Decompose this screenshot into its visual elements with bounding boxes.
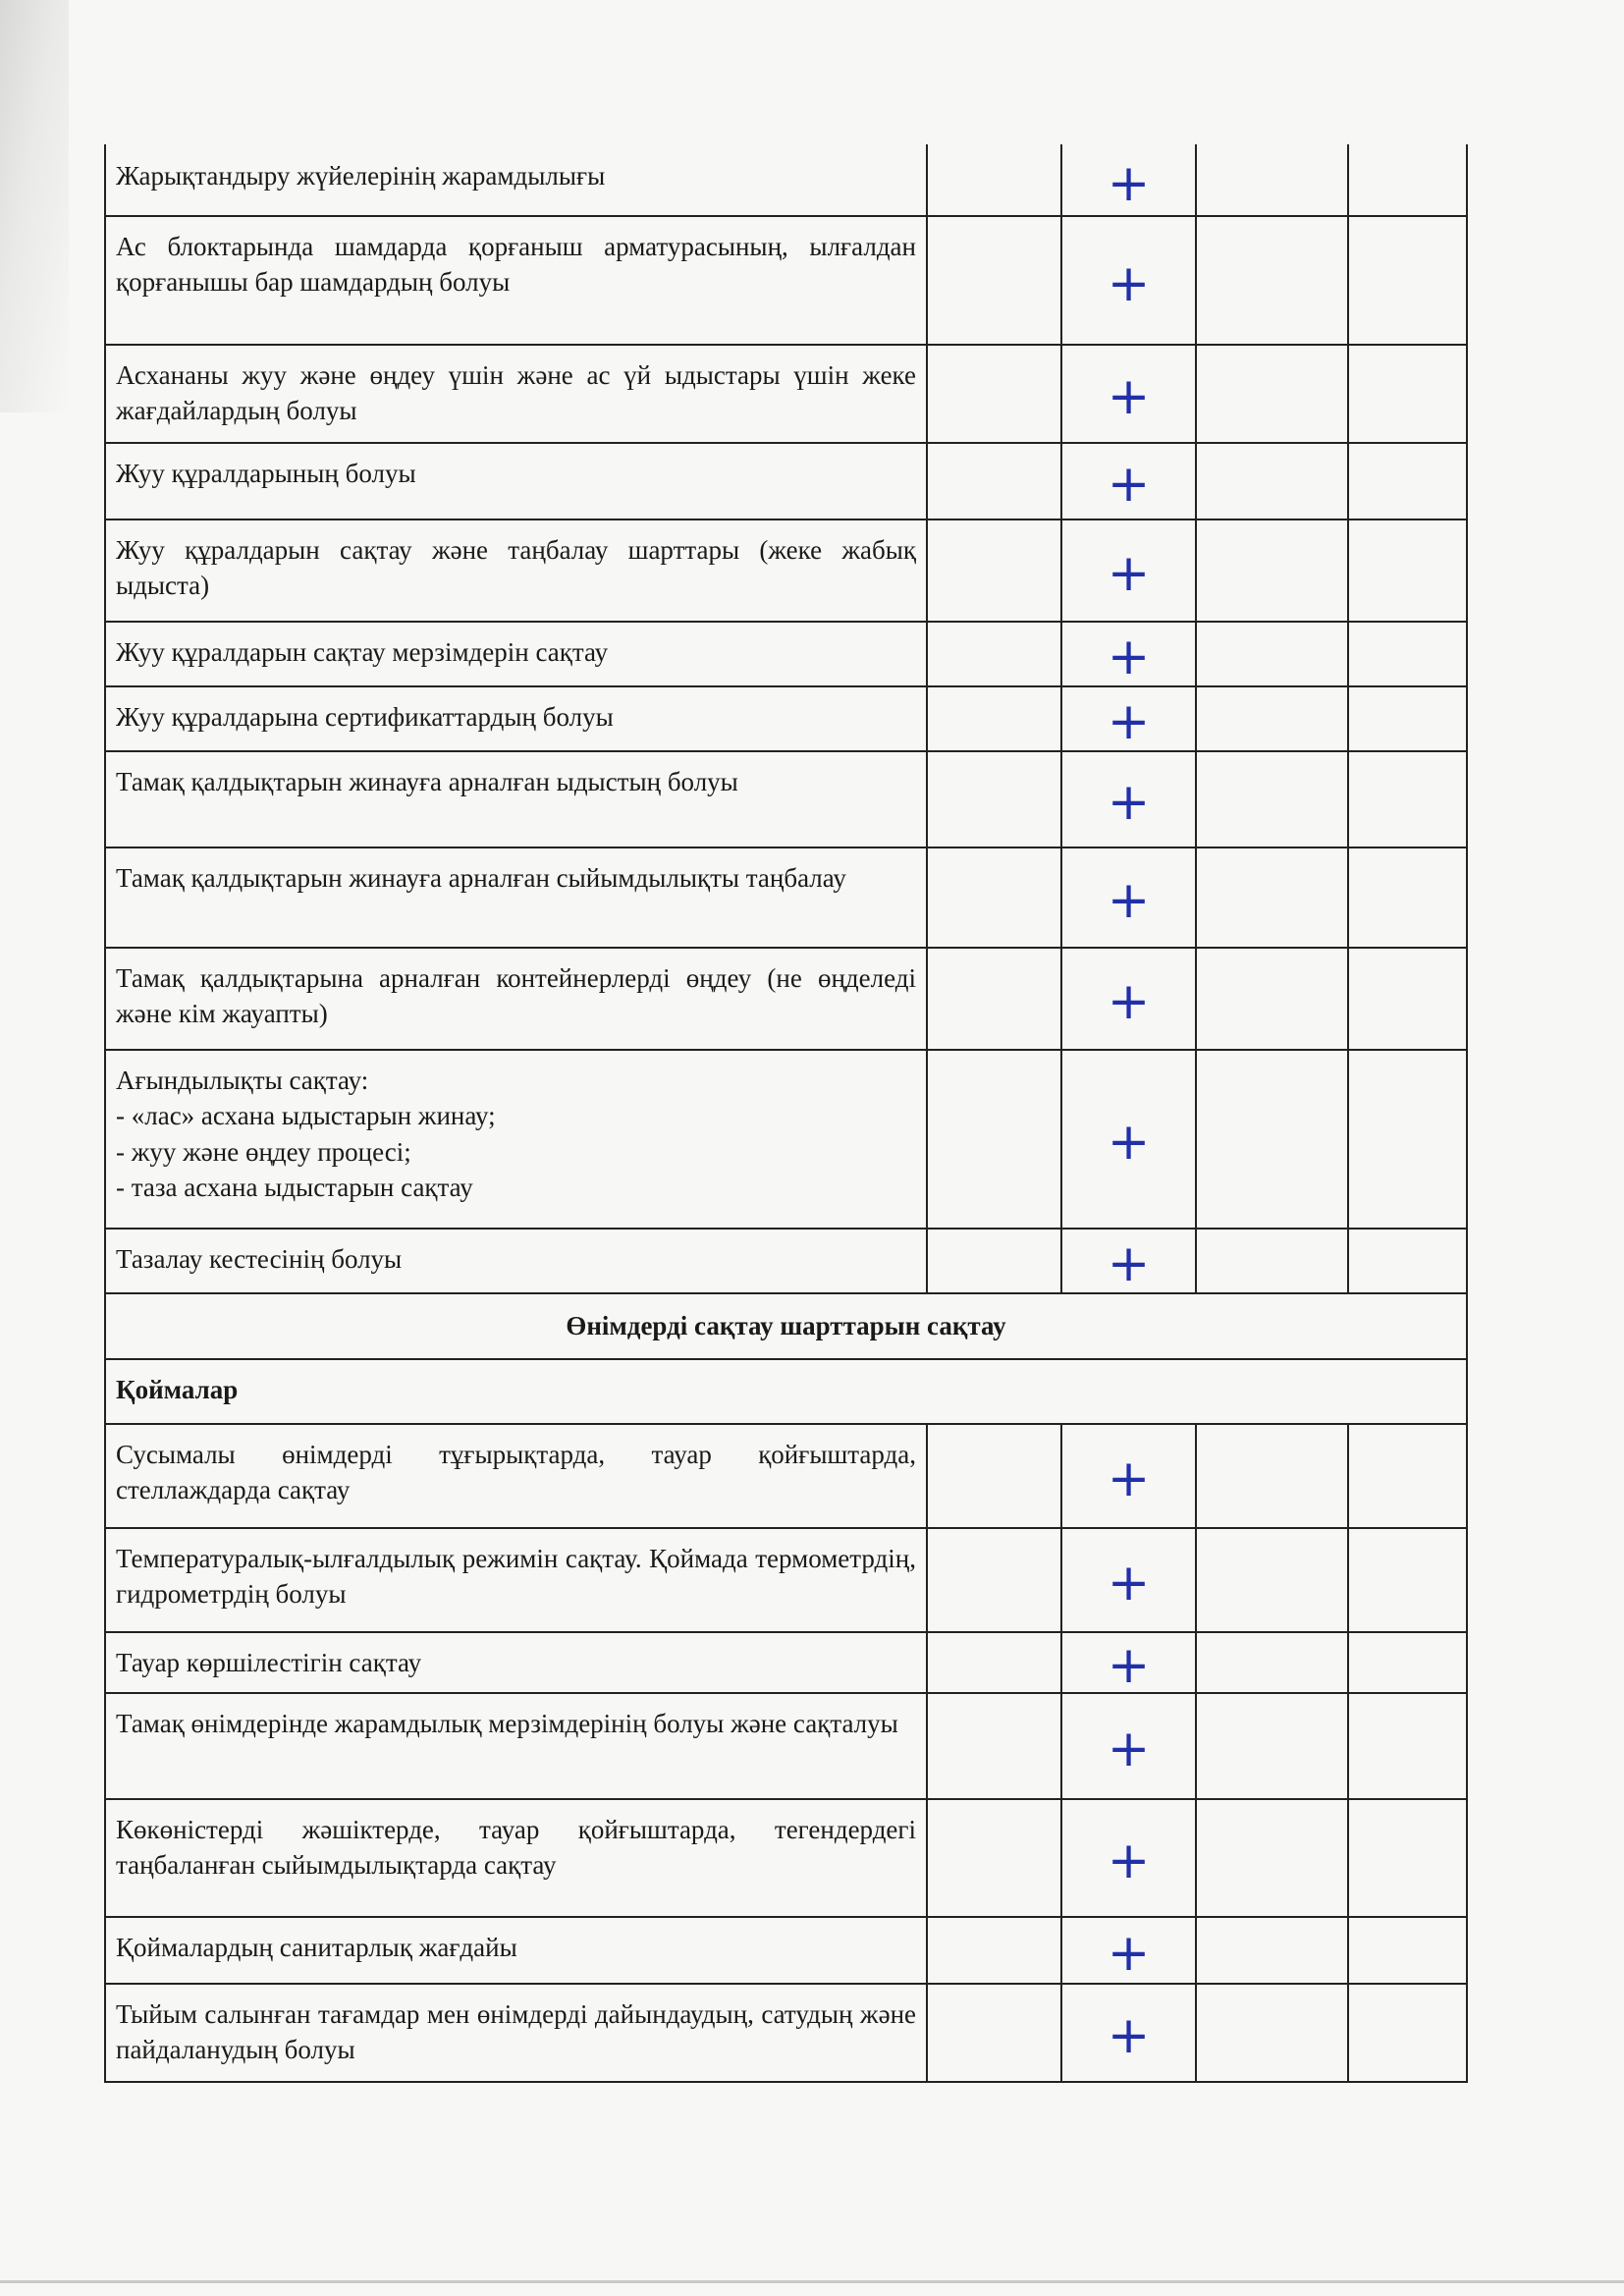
table-row bbox=[105, 216, 1467, 345]
criterion-text: Тамақ қалдықтарын жинауға арналған ыдыстың болуы bbox=[105, 751, 927, 847]
empty-cell bbox=[927, 1528, 1061, 1632]
criterion-text: Жарықтандыру жүйелерінің жарамдылығы bbox=[105, 145, 927, 216]
empty-cell[interactable] bbox=[1196, 751, 1348, 847]
empty-cell[interactable] bbox=[1348, 622, 1467, 686]
check-cell[interactable] bbox=[1061, 622, 1196, 686]
empty-cell[interactable] bbox=[1196, 948, 1348, 1050]
criterion-text: Қоймалардың санитарлық жағдайы bbox=[105, 1917, 927, 1984]
empty-cell[interactable] bbox=[1348, 519, 1467, 622]
check-cell[interactable] bbox=[1061, 1984, 1196, 2082]
table-row bbox=[105, 1528, 1467, 1632]
inspection-checklist-table bbox=[104, 144, 1468, 2083]
table-row bbox=[105, 1799, 1467, 1917]
handwritten-plus-mark: + bbox=[1107, 1554, 1151, 1613]
empty-cell[interactable] bbox=[1196, 1424, 1348, 1528]
empty-cell[interactable] bbox=[1196, 145, 1348, 216]
empty-cell bbox=[927, 1632, 1061, 1693]
handwritten-plus-mark: + bbox=[1107, 1234, 1151, 1294]
empty-cell[interactable] bbox=[1348, 1528, 1467, 1632]
empty-cell[interactable] bbox=[1196, 1984, 1348, 2082]
criterion-text: Тамақ қалдықтарына арналған контейнерлерді өңдеу (не өңделеді және кім жауапты) bbox=[105, 948, 927, 1050]
table-row bbox=[105, 622, 1467, 686]
empty-cell[interactable] bbox=[1348, 345, 1467, 443]
criterion-text: Тамақ өнімдерінде жарамдылық мерзімдерінің болуы және сақталуы bbox=[105, 1693, 927, 1799]
empty-cell[interactable] bbox=[1196, 443, 1348, 519]
table-row bbox=[105, 1984, 1467, 2082]
empty-cell bbox=[927, 1229, 1061, 1293]
check-cell[interactable] bbox=[1061, 519, 1196, 622]
criterion-text: Жуу құралдарын сақтау және таңбалау шарттары (жеке жабық ыдыста) bbox=[105, 519, 927, 622]
subsection-title: Қоймалар bbox=[105, 1359, 1467, 1424]
empty-cell bbox=[927, 1917, 1061, 1984]
check-cell[interactable] bbox=[1061, 1229, 1196, 1293]
handwritten-plus-mark: + bbox=[1107, 773, 1151, 833]
check-cell[interactable] bbox=[1061, 145, 1196, 216]
empty-cell bbox=[927, 519, 1061, 622]
check-cell[interactable] bbox=[1061, 1632, 1196, 1696]
handwritten-plus-mark: + bbox=[1107, 1831, 1151, 1891]
empty-cell[interactable] bbox=[1348, 1693, 1467, 1799]
criterion-text: Жуу құралдарының болуы bbox=[105, 443, 927, 519]
handwritten-plus-mark: + bbox=[1107, 628, 1151, 687]
handwritten-plus-mark: + bbox=[1107, 1449, 1151, 1509]
empty-cell[interactable] bbox=[1196, 1693, 1348, 1799]
handwritten-plus-mark: + bbox=[1107, 367, 1151, 427]
handwritten-plus-mark: + bbox=[1107, 972, 1151, 1032]
empty-cell[interactable] bbox=[1196, 345, 1348, 443]
check-cell[interactable] bbox=[1061, 847, 1196, 948]
empty-cell bbox=[927, 1050, 1061, 1229]
criterion-text: Температуралық-ылғалдылық режимін сақтау. Қоймада термометрдің, гидрометрдің болуы bbox=[105, 1528, 927, 1632]
table-row bbox=[105, 1917, 1467, 1984]
check-cell[interactable] bbox=[1061, 345, 1196, 443]
empty-cell[interactable] bbox=[1196, 686, 1348, 751]
empty-cell[interactable] bbox=[1348, 1229, 1467, 1293]
subsection-row bbox=[105, 1359, 1467, 1424]
criterion-text: Асхананы жуу және өңдеу үшін және ас үй ыдыстары үшін жеке жағдайлардың болуы bbox=[105, 345, 927, 443]
handwritten-plus-mark: + bbox=[1107, 1924, 1151, 1984]
empty-cell[interactable] bbox=[1348, 145, 1467, 216]
empty-cell[interactable] bbox=[1348, 1799, 1467, 1917]
empty-cell[interactable] bbox=[1348, 443, 1467, 519]
empty-cell[interactable] bbox=[1348, 1424, 1467, 1528]
section-row bbox=[105, 1293, 1467, 1359]
check-cell[interactable] bbox=[1061, 1424, 1196, 1528]
empty-cell[interactable] bbox=[1348, 1050, 1467, 1229]
empty-cell bbox=[927, 948, 1061, 1050]
handwritten-plus-mark: + bbox=[1107, 455, 1151, 515]
handwritten-plus-mark: + bbox=[1107, 871, 1151, 931]
table-row bbox=[105, 1693, 1467, 1799]
table-row bbox=[105, 145, 1467, 216]
check-cell[interactable] bbox=[1061, 948, 1196, 1050]
handwritten-plus-mark: + bbox=[1107, 544, 1151, 604]
empty-cell[interactable] bbox=[1348, 1984, 1467, 2082]
empty-cell[interactable] bbox=[1196, 622, 1348, 686]
empty-cell bbox=[927, 622, 1061, 686]
empty-cell[interactable] bbox=[1348, 686, 1467, 751]
empty-cell[interactable] bbox=[1348, 751, 1467, 847]
criterion-text: Сусымалы өнімдерді тұғырықтарда, тауар қойғыштарда, стеллаждарда сақтау bbox=[105, 1424, 927, 1528]
empty-cell[interactable] bbox=[1348, 948, 1467, 1050]
empty-cell[interactable] bbox=[1196, 1050, 1348, 1229]
check-cell[interactable] bbox=[1061, 1693, 1196, 1799]
empty-cell[interactable] bbox=[1196, 1799, 1348, 1917]
handwritten-plus-mark: + bbox=[1107, 1636, 1151, 1696]
empty-cell[interactable] bbox=[1196, 216, 1348, 345]
empty-cell[interactable] bbox=[1348, 1917, 1467, 1984]
criterion-text: Ағындылықты сақтау: - «лас» асхана ыдыстарын жинау; - жуу және өңдеу процесі; - таза асхана ыдыстарын сақтау bbox=[105, 1050, 927, 1229]
scan-bottom-edge bbox=[0, 2280, 1624, 2283]
empty-cell bbox=[927, 1693, 1061, 1799]
check-cell[interactable] bbox=[1061, 1050, 1196, 1229]
table-row bbox=[105, 1050, 1467, 1229]
handwritten-plus-mark: + bbox=[1107, 2006, 1151, 2066]
scan-edge-shadow bbox=[0, 0, 69, 412]
empty-cell[interactable] bbox=[1348, 847, 1467, 948]
table-row bbox=[105, 948, 1467, 1050]
check-cell[interactable] bbox=[1061, 686, 1196, 751]
empty-cell bbox=[927, 751, 1061, 847]
handwritten-plus-mark: + bbox=[1107, 1113, 1151, 1173]
empty-cell[interactable] bbox=[1196, 519, 1348, 622]
empty-cell bbox=[927, 847, 1061, 948]
empty-cell bbox=[927, 443, 1061, 519]
handwritten-plus-mark: + bbox=[1107, 253, 1151, 313]
section-title: Өнімдерді сақтау шарттарын сақтау bbox=[105, 1293, 1467, 1359]
empty-cell[interactable] bbox=[1196, 1229, 1348, 1293]
empty-cell[interactable] bbox=[1196, 1632, 1348, 1693]
empty-cell bbox=[927, 145, 1061, 216]
empty-cell bbox=[927, 1984, 1061, 2082]
empty-cell[interactable] bbox=[1196, 847, 1348, 948]
empty-cell[interactable] bbox=[1196, 1917, 1348, 1984]
criterion-text: Жуу құралдарына сертификаттардың болуы bbox=[105, 686, 927, 751]
check-cell[interactable] bbox=[1061, 1799, 1196, 1917]
handwritten-plus-mark: + bbox=[1107, 154, 1151, 214]
table-row bbox=[105, 519, 1467, 622]
check-cell[interactable] bbox=[1061, 751, 1196, 847]
table-row bbox=[105, 443, 1467, 519]
check-cell[interactable] bbox=[1061, 443, 1196, 519]
table-row bbox=[105, 1632, 1467, 1693]
table-row bbox=[105, 847, 1467, 948]
handwritten-plus-mark: + bbox=[1107, 692, 1151, 752]
criterion-text: Жуу құралдарын сақтау мерзімдерін сақтау bbox=[105, 622, 927, 686]
empty-cell bbox=[927, 686, 1061, 751]
empty-cell bbox=[927, 216, 1061, 345]
criterion-text: Тауар көршілестігін сақтау bbox=[105, 1632, 927, 1693]
check-cell[interactable] bbox=[1061, 1528, 1196, 1632]
check-cell[interactable] bbox=[1061, 216, 1196, 345]
table-row bbox=[105, 345, 1467, 443]
criterion-text: Тыйым салынған тағамдар мен өнімдерді дайындаудың, сатудың және пайдаланудың болуы bbox=[105, 1984, 927, 2082]
empty-cell bbox=[927, 1424, 1061, 1528]
criterion-text: Тазалау кестесінің болуы bbox=[105, 1229, 927, 1293]
criterion-text: Тамақ қалдықтарын жинауға арналған сыйымдылықты таңбалау bbox=[105, 847, 927, 948]
table-row bbox=[105, 686, 1467, 751]
empty-cell[interactable] bbox=[1348, 1632, 1467, 1693]
check-cell[interactable] bbox=[1061, 1917, 1196, 1984]
handwritten-plus-mark: + bbox=[1107, 1720, 1151, 1779]
table-row bbox=[105, 1424, 1467, 1528]
table-row bbox=[105, 751, 1467, 847]
empty-cell[interactable] bbox=[1196, 1528, 1348, 1632]
empty-cell[interactable] bbox=[1348, 216, 1467, 345]
criterion-text: Ас блоктарында шамдарда қорғаныш арматурасының, ылғалдан қорғанышы бар шамдардың болуы bbox=[105, 216, 927, 345]
table-row bbox=[105, 1229, 1467, 1293]
empty-cell bbox=[927, 1799, 1061, 1917]
criterion-text: Көкөністерді жәшіктерде, тауар қойғыштарда, тегендердегі таңбаланған сыйымдылықтарда сақтау bbox=[105, 1799, 927, 1917]
empty-cell bbox=[927, 345, 1061, 443]
